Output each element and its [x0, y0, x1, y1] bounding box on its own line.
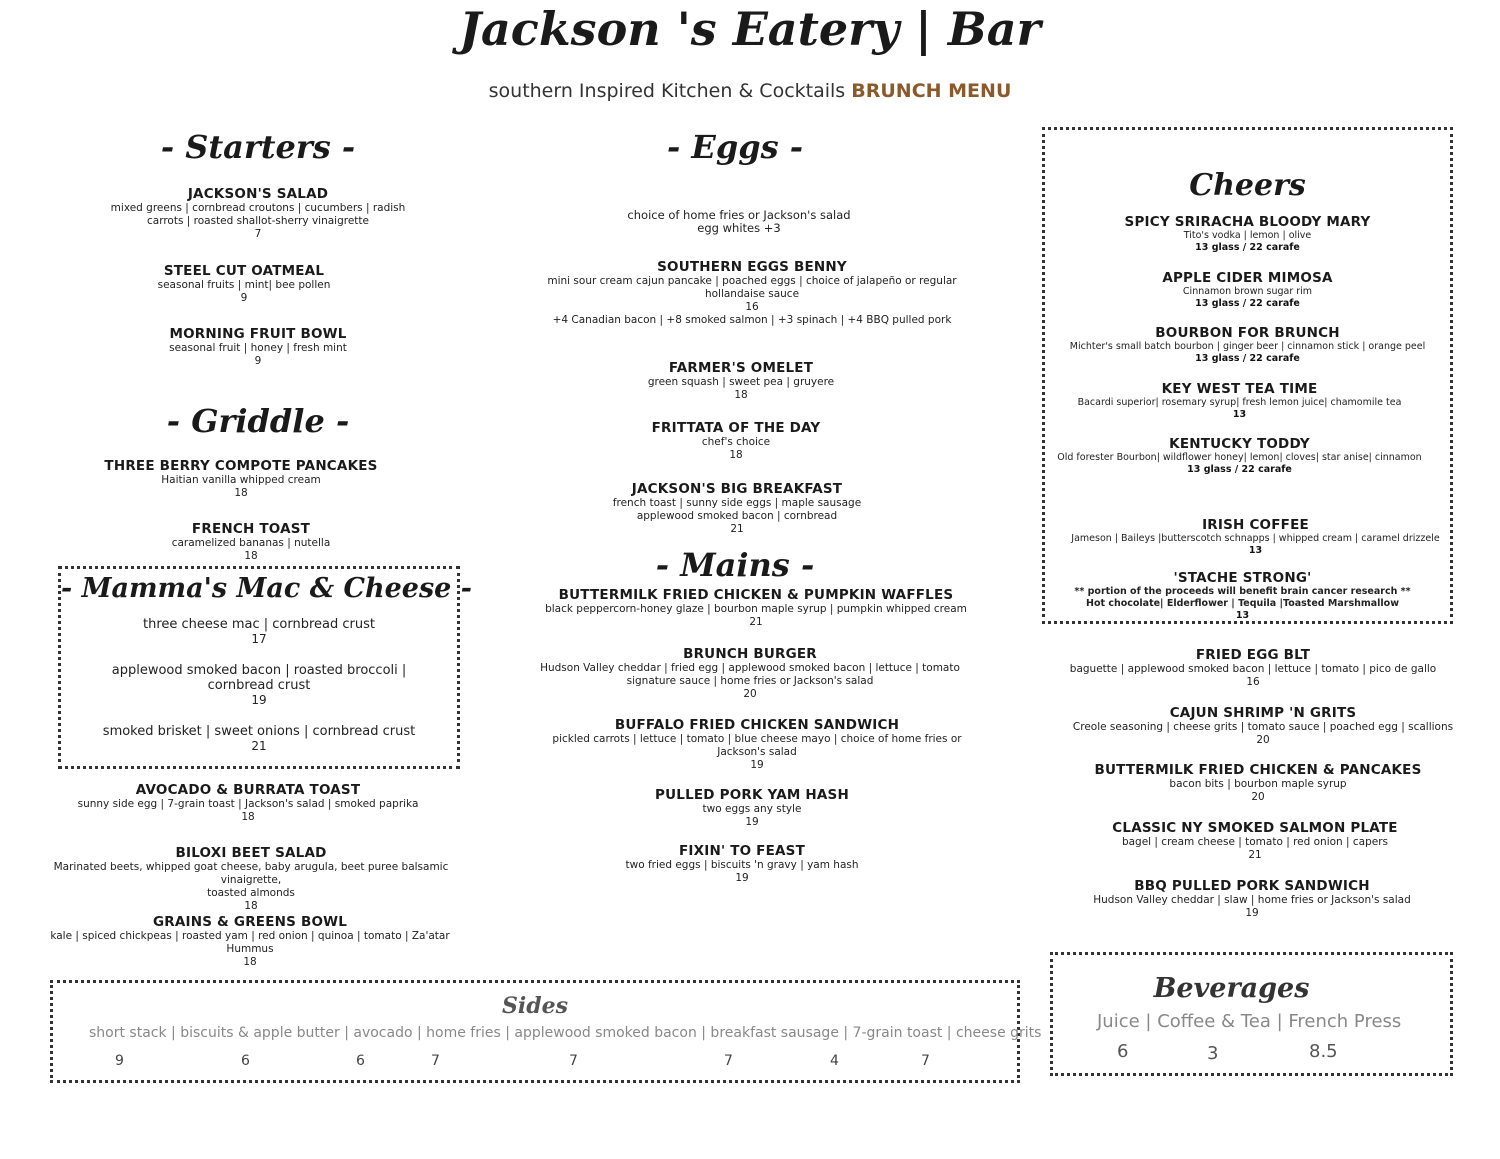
griddle-heading: - Griddle -	[166, 402, 350, 440]
drink-item	[1037, 381, 1442, 421]
mac-option-price: 21	[251, 739, 267, 753]
drink-name: SPICY SRIRACHA BLOODY MARY	[1124, 214, 1371, 230]
drink-price: 13	[1248, 545, 1263, 556]
menu-item	[44, 263, 444, 305]
mac-option	[61, 617, 457, 647]
item-desc: toasted almonds	[207, 887, 295, 899]
sides-heading: Sides	[501, 993, 568, 1019]
item-name: BILOXI BEET SALAD	[175, 845, 327, 861]
menu-item	[1028, 647, 1478, 689]
mac-option-desc: cornbread crust	[207, 678, 311, 693]
item-desc: black peppercorn-honey glaze | bourbon maple syrup | pumpkin whipped cream	[545, 603, 967, 615]
side-price: 6	[356, 1053, 365, 1069]
drink-item	[1045, 270, 1450, 310]
item-name: BUFFALO FRIED CHICKEN SANDWICH	[614, 717, 900, 733]
item-price: 19	[745, 816, 759, 828]
drink-price: 13	[1232, 409, 1247, 420]
item-price: 16	[745, 301, 759, 313]
drink-item	[1037, 436, 1442, 476]
drink-name: 'STACHE STRONG'	[1173, 570, 1312, 586]
drink-price: 13 glass / 22 carafe	[1195, 298, 1300, 309]
beverage-price: 8.5	[1309, 1041, 1338, 1062]
item-desc: Hudson Valley cheddar | fried egg | applewood smoked bacon | lettuce | tomato	[540, 662, 960, 674]
item-price: 16	[1246, 676, 1260, 688]
item-desc: signature sauce | home fries or Jackson's salad	[626, 675, 874, 687]
drink-name: KEY WEST TEA TIME	[1161, 381, 1318, 397]
drink-name: BOURBON FOR BRUNCH	[1155, 325, 1340, 341]
drink-item	[1053, 517, 1458, 557]
drink-item	[1045, 214, 1450, 254]
item-name: PULLED PORK YAM HASH	[655, 787, 849, 803]
drink-desc: Bacardi superior| rosemary syrup| fresh lemon juice| chamomile tea	[1077, 397, 1402, 408]
side-price: 4	[830, 1053, 839, 1069]
menu-item	[58, 326, 458, 368]
sides-labels: short stack | biscuits & apple butter | avocado | home fries | applewood smoked bacon | breakfast sausage | 7-grain toast | cheese grits	[89, 1025, 1042, 1041]
menu-item	[1038, 705, 1488, 747]
item-price: 9	[240, 292, 248, 304]
item-name: MORNING FRUIT BOWL	[169, 326, 347, 342]
item-name: BRUNCH BURGER	[683, 646, 817, 662]
item-name: FRIED EGG BLT	[1195, 647, 1311, 663]
mac-and-cheese-box	[58, 566, 472, 769]
drink-desc: Tito's vodka | lemon | olive	[1183, 230, 1312, 241]
starters-heading: - Starters -	[160, 128, 356, 166]
item-desc: seasonal fruit | honey | fresh mint	[169, 342, 347, 354]
drink-desc: Hot chocolate| Elderflower | Tequila |Toasted Marshmallow	[1086, 598, 1399, 609]
mac-and-cheese-heading: - Mamma's Mac & Cheese -	[61, 573, 472, 604]
item-desc: caramelized bananas | nutella	[171, 537, 331, 549]
menu-item	[51, 521, 451, 563]
menu-item	[531, 587, 981, 629]
item-desc: hollandaise sauce	[704, 288, 800, 300]
item-name: SOUTHERN EGGS BENNY	[657, 259, 847, 275]
side-price: 7	[431, 1053, 440, 1069]
item-desc: chef's choice	[701, 436, 771, 448]
item-name: THREE BERRY COMPOTE PANCAKES	[104, 458, 378, 474]
item-desc: carrots | roasted shallot-sherry vinaigrette	[147, 215, 369, 227]
item-name: FARMER'S OMELET	[668, 360, 814, 376]
menu-item	[537, 717, 977, 772]
item-price: 18	[244, 550, 258, 562]
item-desc: mini sour cream cajun pancake | poached eggs | choice of jalapeño or regular	[547, 275, 957, 287]
menu-item	[1027, 878, 1477, 920]
item-price: 19	[735, 872, 749, 884]
item-price: 20	[743, 688, 757, 700]
item-desc: green squash | sweet pea | gruyere	[647, 376, 835, 388]
mac-option	[61, 663, 457, 708]
side-price: 7	[921, 1053, 930, 1069]
drink-price: 13 glass / 22 carafe	[1195, 242, 1300, 253]
item-desc: sunny side egg | 7-grain toast | Jackson's salad | smoked paprika	[77, 798, 419, 810]
item-price: 18	[234, 487, 248, 499]
item-name: BUTTERMILK FRIED CHICKEN & PUMPKIN WAFFLES	[558, 587, 954, 603]
eggs-note-line: egg whites +3	[697, 221, 781, 235]
drink-item	[1045, 325, 1450, 365]
item-desc: french toast | sunny side eggs | maple sausage	[612, 497, 862, 509]
item-name: GRAINS & GREENS BOWL	[152, 914, 348, 930]
side-price: 9	[115, 1053, 124, 1069]
item-price: 20	[1256, 734, 1270, 746]
eggs-heading: - Eggs -	[667, 128, 803, 166]
eggs-note-line: choice of home fries or Jackson's salad	[627, 208, 851, 222]
item-name: FRITTATA OF THE DAY	[651, 420, 821, 436]
mac-option-desc: three cheese mac | cornbread crust	[143, 617, 375, 632]
menu-item	[50, 914, 450, 969]
item-name: AVOCADO & BURRATA TOAST	[135, 782, 361, 798]
item-price: 21	[1248, 849, 1262, 861]
restaurant-subtitle	[0, 80, 1500, 102]
drink-item	[1040, 570, 1445, 622]
item-name: STEEL CUT OATMEAL	[163, 263, 325, 279]
menu-item	[542, 843, 942, 885]
item-name: CLASSIC NY SMOKED SALMON PLATE	[1112, 820, 1398, 836]
menu-item	[1033, 762, 1483, 804]
mac-option-desc: applewood smoked bacon | roasted broccoli |	[111, 663, 407, 678]
drink-desc: ** portion of the proceeds will benefit brain cancer research **	[1074, 586, 1411, 597]
menu-item	[552, 787, 952, 829]
item-price: 7	[254, 228, 262, 240]
item-desc: Marinated beets, whipped goat cheese, baby arugula, beet puree balsamic vinaigrette,	[53, 861, 449, 886]
item-price: 18	[244, 900, 258, 912]
beverage-price: 6	[1117, 1041, 1129, 1062]
menu-item	[58, 186, 458, 241]
drink-desc: Jameson | Baileys |butterscotch schnapps | whipped cream | caramel drizzele	[1071, 533, 1440, 544]
item-name: BUTTERMILK FRIED CHICKEN & PANCAKES	[1094, 762, 1422, 778]
mac-option-desc: smoked brisket | sweet onions | cornbread crust	[102, 724, 416, 739]
menu-item	[541, 360, 941, 402]
menu-item	[41, 458, 441, 500]
item-desc: bacon bits | bourbon maple syrup	[1169, 778, 1347, 790]
item-name: FRENCH TOAST	[191, 521, 311, 537]
beverages-labels: Juice | Coffee & Tea | French Press	[1097, 1011, 1402, 1032]
item-price: 21	[749, 616, 763, 628]
mains-heading: - Mains -	[655, 546, 815, 584]
drink-price: 13	[1235, 610, 1250, 621]
menu-item	[536, 420, 936, 462]
item-desc: bagel | cream cheese | tomato | red onion | capers	[1121, 836, 1389, 848]
cheers-heading: Cheers	[1189, 168, 1306, 203]
drink-price: 13 glass / 22 carafe	[1187, 464, 1292, 475]
item-price: 18	[243, 956, 257, 968]
drink-desc: Old forester Bourbon| wildflower honey| lemon| cloves| star anise| cinnamon	[1057, 452, 1422, 463]
beverages-heading: Beverages	[1153, 973, 1310, 1004]
menu-type-label: BRUNCH MENU	[851, 80, 1012, 102]
drink-desc: Michter's small batch bourbon | ginger beer | cinnamon stick | orange peel	[1069, 341, 1426, 352]
side-price: 6	[241, 1053, 250, 1069]
menu-item	[537, 481, 937, 536]
mac-option	[61, 724, 457, 754]
subtitle-text: southern Inspired Kitchen & Cocktails	[488, 80, 846, 102]
menu-item	[26, 845, 476, 913]
drink-name: KENTUCKY TODDY	[1169, 436, 1310, 452]
drink-price: 13 glass / 22 carafe	[1195, 353, 1300, 364]
sides-box	[50, 980, 1042, 1083]
item-price: 18	[729, 449, 743, 461]
beverage-price: 3	[1207, 1043, 1219, 1064]
side-price: 7	[724, 1053, 733, 1069]
item-price: 20	[1251, 791, 1265, 803]
eggs-note	[539, 209, 939, 235]
item-price: 19	[750, 759, 764, 771]
item-desc: Hummus	[226, 943, 274, 955]
item-desc: two fried eggs | biscuits 'n gravy | yam hash	[625, 859, 859, 871]
drink-name: APPLE CIDER MIMOSA	[1162, 270, 1333, 286]
mac-option-price: 19	[251, 693, 267, 707]
restaurant-title: Jackson 's Eatery | Bar	[459, 2, 1041, 56]
item-desc: mixed greens | cornbread croutons | cucumbers | radish	[110, 202, 406, 214]
item-desc: Creole seasoning | cheese grits | tomato sauce | poached egg | scallions	[1072, 721, 1454, 733]
item-name: JACKSON'S SALAD	[187, 186, 329, 202]
item-name: CAJUN SHRIMP 'N GRITS	[1169, 705, 1357, 721]
item-desc: pickled carrots | lettuce | tomato | blue cheese mayo | choice of home fries or	[552, 733, 962, 745]
item-name: FIXIN' TO FEAST	[678, 843, 806, 859]
item-price: 18	[734, 389, 748, 401]
item-price: 18	[241, 811, 255, 823]
item-desc: Hudson Valley cheddar | slaw | home fries or Jackson's salad	[1093, 894, 1411, 906]
item-desc: Jackson's salad	[717, 746, 797, 758]
item-desc: kale | spiced chickpeas | roasted yam | red onion | quinoa | tomato | Za'atar	[50, 930, 450, 942]
cheers-box	[1042, 127, 1453, 624]
item-addons: +4 Canadian bacon | +8 smoked salmon | +3 spinach | +4 BBQ pulled pork	[552, 314, 952, 326]
mac-option-price: 17	[251, 632, 267, 646]
menu-item	[530, 646, 970, 701]
item-desc: two eggs any style	[702, 803, 802, 815]
item-price: 9	[254, 355, 262, 367]
item-desc: seasonal fruits | mint| bee pollen	[157, 279, 331, 291]
item-name: BBQ PULLED PORK SANDWICH	[1134, 878, 1370, 894]
item-price: 19	[1245, 907, 1259, 919]
item-desc: applewood smoked bacon | cornbread	[636, 510, 838, 522]
beverages-box	[1050, 952, 1453, 1076]
item-desc: Haitian vanilla whipped cream	[161, 474, 321, 486]
drink-desc: Cinnamon brown sugar rim	[1182, 286, 1313, 297]
item-name: JACKSON'S BIG BREAKFAST	[631, 481, 843, 497]
item-desc: baguette | applewood smoked bacon | lettuce | tomato | pico de gallo	[1069, 663, 1437, 675]
item-price: 21	[730, 523, 744, 535]
menu-item	[1030, 820, 1480, 862]
menu-item	[527, 259, 977, 327]
side-price: 7	[569, 1053, 578, 1069]
menu-item	[48, 782, 448, 824]
drink-name: IRISH COFFEE	[1202, 517, 1309, 533]
